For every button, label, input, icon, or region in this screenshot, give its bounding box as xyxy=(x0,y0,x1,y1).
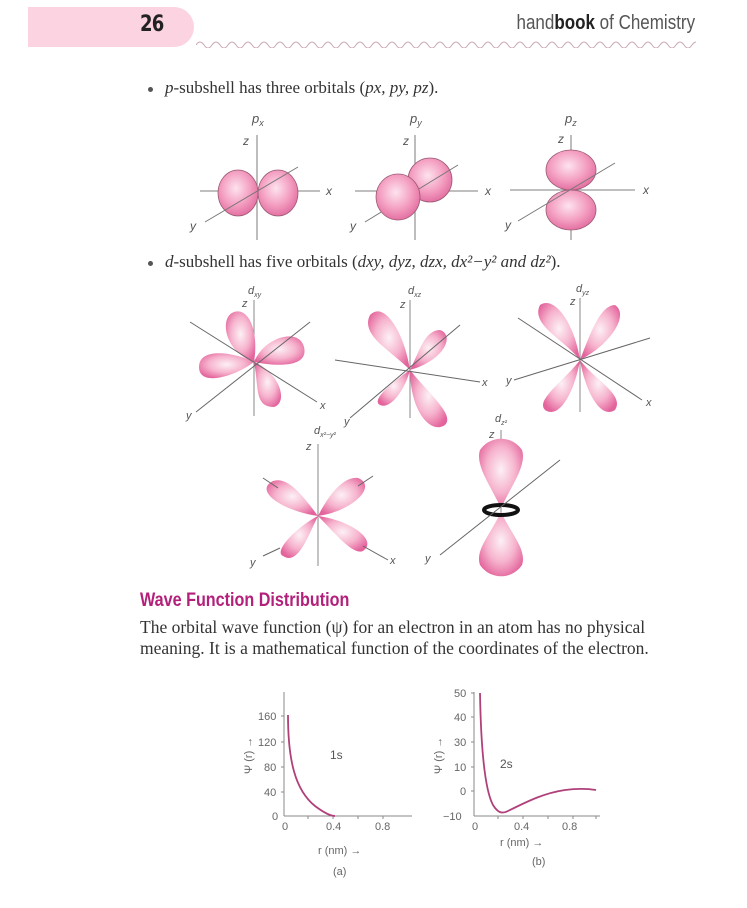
running-head xyxy=(516,12,695,35)
d-orbitals-inline: dxy, dyz, dzx, dx²−y² and dz² xyxy=(357,252,551,271)
xtick: 0.8 xyxy=(562,821,578,833)
svg-text:z: z xyxy=(403,134,409,148)
ytick: 40 xyxy=(264,787,277,799)
page-number: 26 xyxy=(140,12,164,37)
svg-text:y: y xyxy=(190,219,196,233)
xtick: 0.8 xyxy=(375,821,391,833)
ytick: 0 xyxy=(272,811,279,823)
dxz-orbital xyxy=(335,285,488,428)
svg-text:z: z xyxy=(243,134,249,148)
svg-text:y: y xyxy=(350,219,356,233)
svg-text:x: x xyxy=(326,184,332,198)
d-subshell-bullet xyxy=(148,252,561,272)
svg-text:x: x xyxy=(643,183,649,197)
svg-text:x: x xyxy=(646,397,652,409)
svg-text:dxz: $d_{xz}$ xyxy=(408,285,422,299)
svg-text:z: z xyxy=(242,298,248,310)
xtick: 0 xyxy=(282,821,289,833)
p-orbitals-inline: px, py, pz xyxy=(365,78,429,97)
svg-text:y: y xyxy=(425,553,431,565)
ytick: −10 xyxy=(443,811,462,823)
svg-text:y: y xyxy=(186,410,192,422)
d-orbitals-figure xyxy=(160,280,700,580)
chart-2s xyxy=(410,680,610,880)
svg-text:y: y xyxy=(344,416,350,428)
p-bullet-close: ). xyxy=(428,78,439,97)
bullet-dot xyxy=(148,261,153,266)
svg-text:x: x xyxy=(320,400,326,412)
svg-text:x: x xyxy=(485,184,491,198)
svg-text:z: z xyxy=(489,429,495,441)
chart-2s-xlabel: r (nm) → xyxy=(500,837,544,849)
ytick: 80 xyxy=(264,762,277,774)
dyz-orbital xyxy=(505,283,652,412)
ytick: 120 xyxy=(258,737,277,749)
series-2s xyxy=(480,693,596,813)
ytick: 10 xyxy=(454,762,467,774)
svg-text:dz²: $d_{z^2}$ xyxy=(495,413,507,427)
xtick: 0 xyxy=(472,821,479,833)
svg-text:px: $p_x$ xyxy=(252,111,264,128)
svg-text:dyz: $d_{yz}$ xyxy=(576,283,590,297)
svg-text:y: y xyxy=(505,218,511,232)
wavy-divider xyxy=(196,38,696,48)
xtick: 0.4 xyxy=(514,821,530,833)
svg-text:z: z xyxy=(570,296,576,308)
dx2-y2-orbital xyxy=(249,425,396,569)
svg-text:z: z xyxy=(306,441,312,453)
d-bullet-close: ). xyxy=(550,252,561,271)
d-italic: d xyxy=(165,252,174,271)
p-subshell-bullet xyxy=(148,78,438,98)
running-head-prefix: hand xyxy=(516,12,555,34)
bullet-dot xyxy=(148,87,153,92)
px-orbital xyxy=(189,111,333,240)
chart-2s-ylabel: Ψ (r) → xyxy=(433,736,445,774)
py-orbital xyxy=(349,111,492,240)
dxy-orbital xyxy=(185,285,326,422)
section-title: Wave Function Distribution xyxy=(140,590,350,611)
ytick: 160 xyxy=(258,711,277,723)
svg-text:dxy: $d_{xy}$ xyxy=(248,285,262,299)
svg-text:dx²−y²: $d_{x^2-y^2}$ xyxy=(314,425,336,439)
xtick: 0.4 xyxy=(326,821,342,833)
section-paragraph: The orbital wave function (ψ) for an electron in an atom has no physical meaning. It is a mathematical function of the coordinates of the electron. xyxy=(140,617,649,658)
running-head-suffix: of Chemistry xyxy=(594,12,695,34)
chart-1s-ylabel: Ψ (r) → xyxy=(243,736,255,774)
page-number-tab xyxy=(28,7,194,47)
chart-2s-caption: (b) xyxy=(532,856,546,868)
ytick: 30 xyxy=(454,737,467,749)
svg-text:y: y xyxy=(506,375,512,387)
svg-text:pz: $p_z$ xyxy=(565,111,577,128)
chart-1s xyxy=(220,680,420,880)
svg-text:py: $p_y$ xyxy=(410,111,422,128)
chart-1s-xlabel: r (nm) → xyxy=(318,845,362,857)
ytick: 40 xyxy=(454,712,467,724)
svg-text:x: x xyxy=(482,377,488,389)
svg-text:y: y xyxy=(250,557,256,569)
series-1s xyxy=(288,715,335,816)
p-italic: p xyxy=(165,78,174,97)
d-bullet-text: -subshell has five orbitals ( xyxy=(173,252,358,271)
dz2-orbital xyxy=(424,413,560,576)
chart-1s-caption: (a) xyxy=(333,866,347,878)
pz-orbital xyxy=(504,111,650,240)
p-orbitals-figure xyxy=(180,105,680,245)
svg-text:z: z xyxy=(400,299,406,311)
running-head-bold: book xyxy=(554,12,595,34)
ytick: 0 xyxy=(460,786,467,798)
p-bullet-text: -subshell has three orbitals ( xyxy=(173,78,366,97)
svg-text:x: x xyxy=(390,555,396,567)
chart-2s-label: 2s xyxy=(500,757,513,771)
ytick: 50 xyxy=(454,688,467,700)
chart-1s-label: 1s xyxy=(330,748,343,762)
svg-text:z: z xyxy=(558,132,564,146)
